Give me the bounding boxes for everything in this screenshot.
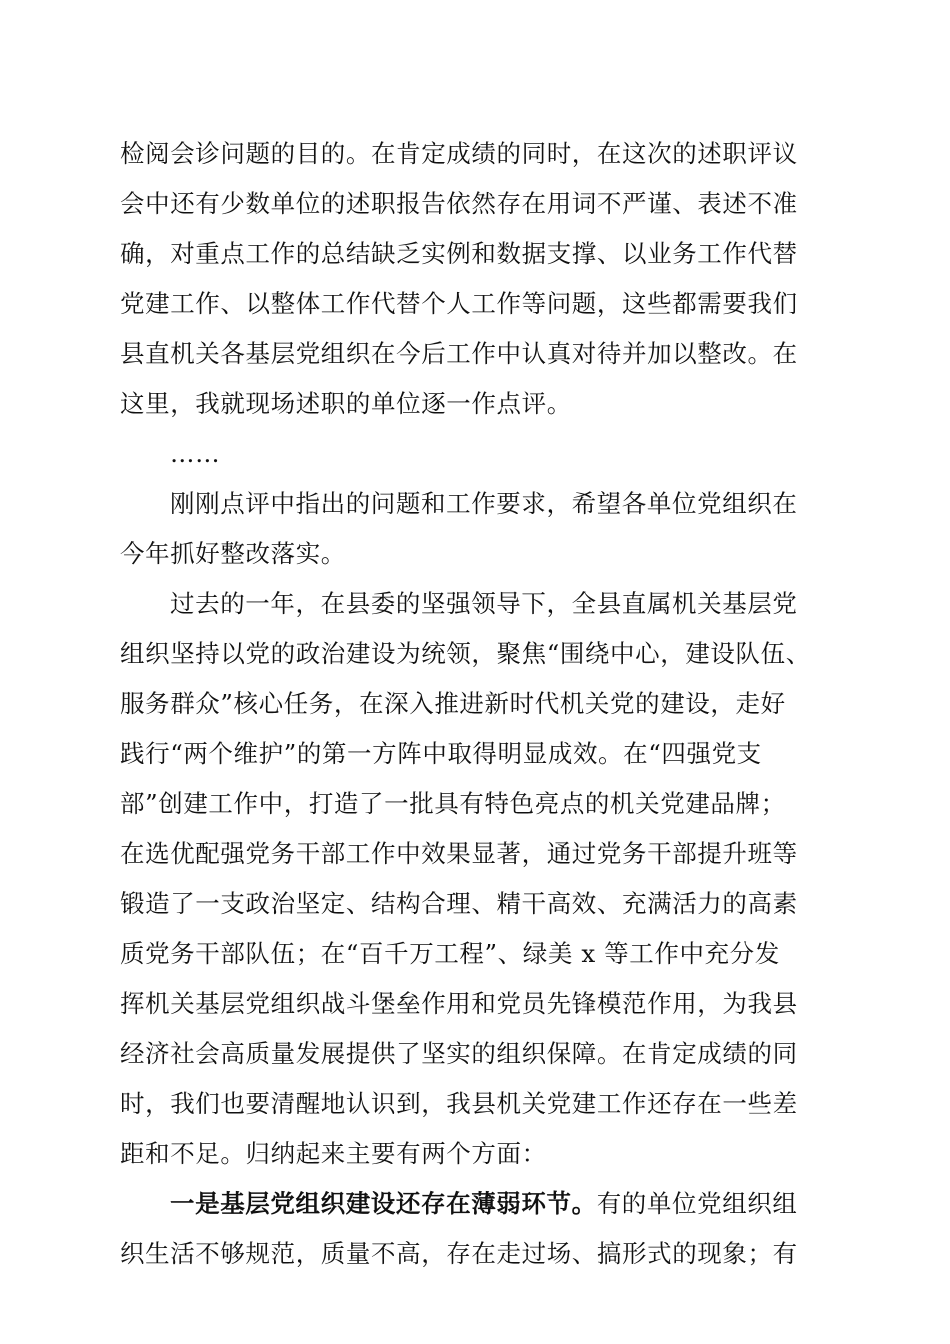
text-line: 践行“两个维护”的第一方阵中取得明显成效。在“四强党支 (120, 739, 762, 768)
bold-lead-text: 一是基层党组织建设还存在薄弱环节。 (170, 1189, 597, 1218)
text-line: 组织坚持以党的政治建设为统领，聚焦“围绕中心，建设队伍、 (120, 639, 811, 668)
paragraph-heading-line (170, 1188, 798, 1220)
text-line: 质党务干部队伍；在“百千万工程”、绿美 x 等工作中充分发 (120, 939, 780, 968)
text-line: 挥机关基层党组织战斗堡垒作用和党员先锋模范作用，为我县 (120, 989, 798, 1018)
text-line: 党建工作、以整体工作代替个人工作等问题，这些都需要我们 (120, 289, 798, 318)
text-line: 确，对重点工作的总结缺乏实例和数据支撑、以业务工作代替 (120, 239, 798, 268)
text-line: 织生活不够规范，质量不高，存在走过场、搞形式的现象；有 (120, 1239, 798, 1268)
ellipsis-line: …… (170, 439, 221, 468)
text-line: 距和不足。归纳起来主要有两个方面： (120, 1139, 547, 1168)
text-line: 在选优配强党务干部工作中效果显著，通过党务干部提升班等 (120, 839, 798, 868)
text-line: 锻造了一支政治坚定、结构合理、精干高效、充满活力的高素 (120, 889, 798, 918)
text-line: 刚刚点评中指出的问题和工作要求，希望各单位党组织在 (170, 489, 798, 518)
text-line: 部”创建工作中，打造了一批具有特色亮点的机关党建品牌； (120, 789, 786, 818)
text-line: 过去的一年，在县委的坚强领导下，全县直属机关基层党 (170, 589, 798, 618)
text-line: 时，我们也要清醒地认识到，我县机关党建工作还存在一些差 (120, 1089, 798, 1118)
text-line: 经济社会高质量发展提供了坚实的组织保障。在肯定成绩的同 (120, 1039, 798, 1068)
text-line: 县直机关各基层党组织在今后工作中认真对待并加以整改。在 (120, 339, 798, 368)
text-line: 今年抓好整改落实。 (120, 539, 346, 568)
text-line-rest: 有的单位党组织组 (596, 1189, 798, 1218)
text-line: 会中还有少数单位的述职报告依然存在用词不严谨、表述不准 (120, 189, 798, 218)
text-line: 服务群众”核心任务，在深入推进新时代机关党的建设，走好 (120, 689, 786, 718)
text-line: 这里，我就现场述职的单位逐一作点评。 (120, 389, 572, 418)
text-line: 检阅会诊问题的目的。在肯定成绩的同时，在这次的述职评议 (120, 139, 798, 168)
